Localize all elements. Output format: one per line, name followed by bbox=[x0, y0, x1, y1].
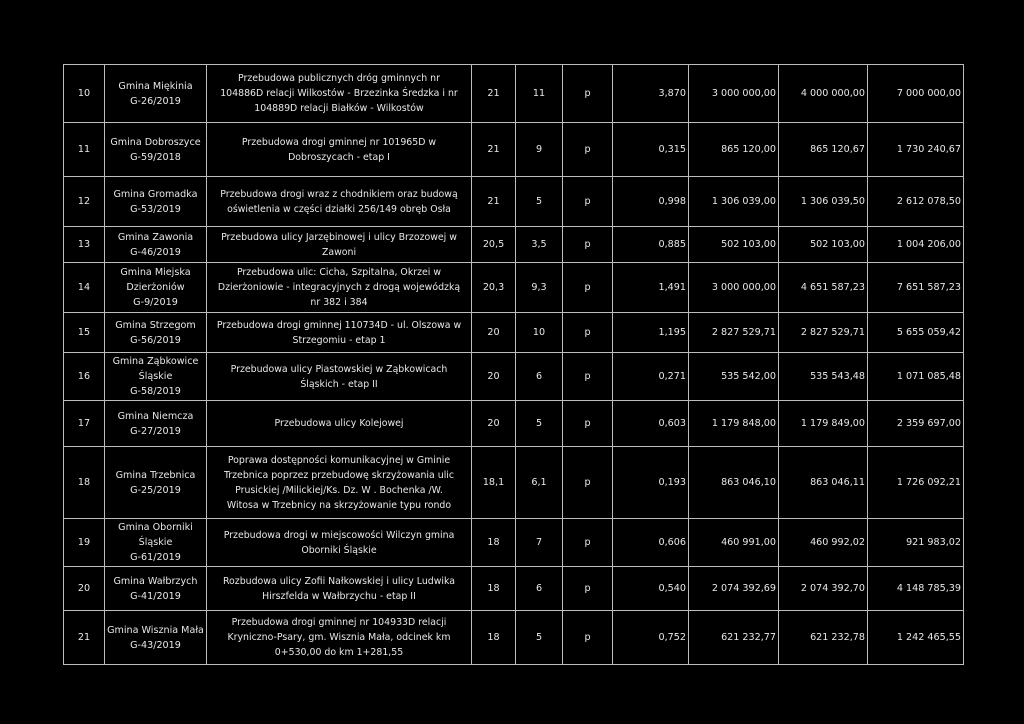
gmina-cell bbox=[105, 313, 207, 353]
description-cell bbox=[207, 353, 472, 401]
length-km-cell: 1,491 bbox=[613, 263, 689, 313]
own-contribution-cell: 865 120,67 bbox=[779, 123, 868, 177]
table-row bbox=[64, 123, 964, 177]
funding-cell: 865 120,00 bbox=[689, 123, 779, 177]
description-cell-line: Przebudowa drogi gminnej nr 101965D w bbox=[241, 136, 437, 148]
funding-cell: 502 103,00 bbox=[689, 227, 779, 263]
description-cell-line: Przebudowa drogi gminnej 110734D - ul. Olszowa w bbox=[216, 319, 462, 331]
gmina-cell-line: G-26/2019 bbox=[130, 95, 181, 107]
total-value-cell: 1 004 206,00 bbox=[868, 227, 964, 263]
own-contribution-cell: 502 103,00 bbox=[779, 227, 868, 263]
description-cell-line: Dobroszycach - etap I bbox=[288, 151, 390, 163]
type-cell: p bbox=[563, 447, 613, 519]
row-number-cell: 21 bbox=[64, 611, 105, 665]
score-2-cell: 7 bbox=[516, 519, 563, 567]
gmina-cell bbox=[105, 65, 207, 123]
own-contribution-cell: 460 992,02 bbox=[779, 519, 868, 567]
type-cell: p bbox=[563, 567, 613, 611]
length-km-cell: 0,606 bbox=[613, 519, 689, 567]
description-cell-line: Hirszfelda w Wałbrzychu - etap II bbox=[262, 590, 416, 602]
type-cell: p bbox=[563, 401, 613, 447]
gmina-cell-line: G-25/2019 bbox=[130, 484, 181, 496]
type-cell: p bbox=[563, 263, 613, 313]
own-contribution-cell: 621 232,78 bbox=[779, 611, 868, 665]
gmina-cell-line: Gmina Wisznia Mała bbox=[107, 624, 204, 636]
type-cell: p bbox=[563, 353, 613, 401]
type-cell: p bbox=[563, 519, 613, 567]
funding-cell: 1 179 848,00 bbox=[689, 401, 779, 447]
gmina-cell-line: G-9/2019 bbox=[133, 297, 178, 308]
description-cell-line: Przebudowa publicznych dróg gminnych nr bbox=[238, 73, 440, 84]
funding-cell: 3 000 000,00 bbox=[689, 65, 779, 123]
gmina-cell-line: G-56/2019 bbox=[130, 334, 181, 346]
score-2-cell: 9,3 bbox=[516, 263, 563, 313]
score-1-cell: 20 bbox=[472, 401, 516, 447]
description-cell-line: Rozbudowa ulicy Zofii Nałkowskiej i ulicy Ludwika bbox=[222, 575, 456, 587]
score-2-cell: 5 bbox=[516, 401, 563, 447]
projects-table bbox=[63, 64, 964, 665]
row-number-cell: 15 bbox=[64, 313, 105, 353]
own-contribution-cell: 863 046,11 bbox=[779, 447, 868, 519]
length-km-cell: 0,752 bbox=[613, 611, 689, 665]
gmina-cell-line: G-43/2019 bbox=[130, 639, 181, 651]
row-number-cell: 16 bbox=[64, 353, 105, 401]
score-2-cell: 9 bbox=[516, 123, 563, 177]
total-value-cell: 4 148 785,39 bbox=[868, 567, 964, 611]
gmina-cell-line: G-27/2019 bbox=[130, 425, 181, 437]
score-2-cell: 5 bbox=[516, 611, 563, 665]
description-cell-line: Trzebnica poprzez przebudowę skrzyżowania ulic bbox=[223, 469, 455, 481]
type-cell: p bbox=[563, 123, 613, 177]
table-body bbox=[64, 65, 964, 665]
gmina-cell-line: Gmina Zawonia bbox=[117, 231, 194, 243]
length-km-cell: 0,193 bbox=[613, 447, 689, 519]
score-2-cell: 11 bbox=[516, 65, 563, 123]
funding-cell: 863 046,10 bbox=[689, 447, 779, 519]
type-cell: p bbox=[563, 177, 613, 227]
table-row bbox=[64, 263, 964, 313]
total-value-cell: 7 651 587,23 bbox=[868, 263, 964, 313]
score-1-cell: 20 bbox=[472, 313, 516, 353]
gmina-cell bbox=[105, 263, 207, 313]
funding-cell: 2 074 392,69 bbox=[689, 567, 779, 611]
type-cell: p bbox=[563, 227, 613, 263]
description-cell-line: 0+530,00 do km 1+281,55 bbox=[274, 647, 404, 658]
description-cell-line: 104886D relacji Wilkostów - Brzezinka Średzka i nr bbox=[220, 88, 458, 99]
row-number-cell: 17 bbox=[64, 401, 105, 447]
gmina-cell-line: G-58/2019 bbox=[130, 386, 181, 397]
length-km-cell: 1,195 bbox=[613, 313, 689, 353]
funding-cell: 2 827 529,71 bbox=[689, 313, 779, 353]
description-cell bbox=[207, 611, 472, 665]
length-km-cell: 0,885 bbox=[613, 227, 689, 263]
description-cell-line: oświetlenia w części działki 256/149 obręb Osła bbox=[227, 203, 451, 215]
gmina-cell-line: G-59/2018 bbox=[130, 151, 181, 163]
gmina-cell-line: Gmina Dobroszyce bbox=[110, 136, 201, 148]
total-value-cell: 1 730 240,67 bbox=[868, 123, 964, 177]
own-contribution-cell: 2 827 529,71 bbox=[779, 313, 868, 353]
gmina-cell-line: Gmina Miejska bbox=[120, 267, 191, 278]
score-1-cell: 21 bbox=[472, 177, 516, 227]
row-number-cell: 19 bbox=[64, 519, 105, 567]
description-cell-line: Przebudowa ulicy Jarzębinowej i ulicy Brzozowej w bbox=[221, 231, 457, 243]
table-row bbox=[64, 313, 964, 353]
table-row bbox=[64, 227, 964, 263]
total-value-cell: 1 242 465,55 bbox=[868, 611, 964, 665]
description-cell-line: Oborniki Śląskie bbox=[301, 544, 377, 556]
score-2-cell: 6,1 bbox=[516, 447, 563, 519]
table-row bbox=[64, 177, 964, 227]
description-cell-line: Zawoni bbox=[321, 246, 357, 258]
table-row bbox=[64, 353, 964, 401]
gmina-cell bbox=[105, 353, 207, 401]
gmina-cell-line: G-41/2019 bbox=[130, 590, 181, 602]
row-number-cell: 11 bbox=[64, 123, 105, 177]
gmina-cell-line: Gmina Strzegom bbox=[115, 319, 196, 331]
length-km-cell: 3,870 bbox=[613, 65, 689, 123]
score-2-cell: 3,5 bbox=[516, 227, 563, 263]
description-cell bbox=[207, 123, 472, 177]
gmina-cell-line: G-46/2019 bbox=[130, 246, 181, 258]
total-value-cell: 921 983,02 bbox=[868, 519, 964, 567]
gmina-cell-line: G-53/2019 bbox=[130, 203, 181, 215]
score-1-cell: 20,5 bbox=[472, 227, 516, 263]
total-value-cell: 5 655 059,42 bbox=[868, 313, 964, 353]
own-contribution-cell: 1 179 849,00 bbox=[779, 401, 868, 447]
score-1-cell: 20,3 bbox=[472, 263, 516, 313]
score-1-cell: 21 bbox=[472, 123, 516, 177]
length-km-cell: 0,998 bbox=[613, 177, 689, 227]
funding-cell: 1 306 039,00 bbox=[689, 177, 779, 227]
description-cell bbox=[207, 227, 472, 263]
table-row bbox=[64, 401, 964, 447]
funding-cell: 535 542,00 bbox=[689, 353, 779, 401]
funding-cell: 621 232,77 bbox=[689, 611, 779, 665]
description-cell-line: nr 382 i 384 bbox=[310, 297, 368, 308]
description-cell bbox=[207, 263, 472, 313]
score-1-cell: 18 bbox=[472, 567, 516, 611]
description-cell-line: Przebudowa drogi w miejscowości Wilczyn gmina bbox=[223, 529, 455, 541]
table-row bbox=[64, 519, 964, 567]
description-cell-line: Witosa w Trzebnicy na skrzyżowanie typu rondo bbox=[226, 499, 452, 511]
gmina-cell-line: Dzierżoniów bbox=[126, 282, 185, 293]
gmina-cell-line: G-61/2019 bbox=[130, 552, 181, 563]
row-number-cell: 13 bbox=[64, 227, 105, 263]
gmina-cell-line: Gmina Trzebnica bbox=[115, 469, 196, 481]
length-km-cell: 0,315 bbox=[613, 123, 689, 177]
gmina-cell-line: Gmina Oborniki Śląskie bbox=[118, 522, 193, 548]
gmina-cell-line: Gmina Ząbkowice bbox=[112, 356, 199, 367]
table-row bbox=[64, 611, 964, 665]
gmina-cell bbox=[105, 447, 207, 519]
description-cell-line: Przebudowa ulicy Piastowskiej w Ząbkowicach bbox=[230, 363, 448, 375]
description-cell-line: Kryniczno-Psary, gm. Wisznia Mała, odcinek km bbox=[227, 632, 451, 643]
gmina-cell bbox=[105, 123, 207, 177]
total-value-cell: 2 612 078,50 bbox=[868, 177, 964, 227]
length-km-cell: 0,271 bbox=[613, 353, 689, 401]
gmina-cell bbox=[105, 611, 207, 665]
gmina-cell-line: Gmina Gromadka bbox=[113, 188, 198, 200]
table-row bbox=[64, 567, 964, 611]
description-cell-line: 104889D relacji Białków - Wilkostów bbox=[254, 103, 424, 114]
description-cell bbox=[207, 519, 472, 567]
description-cell bbox=[207, 177, 472, 227]
row-number-cell: 14 bbox=[64, 263, 105, 313]
row-number-cell: 10 bbox=[64, 65, 105, 123]
type-cell: p bbox=[563, 313, 613, 353]
description-cell-line: Strzegomiu - etap 1 bbox=[292, 334, 386, 346]
own-contribution-cell: 535 543,48 bbox=[779, 353, 868, 401]
gmina-cell bbox=[105, 227, 207, 263]
description-cell-line: Prusickiej /Milickiej/Ks. Dz. W . Bochenka /W. bbox=[235, 484, 443, 496]
gmina-cell bbox=[105, 567, 207, 611]
gmina-cell-line: Gmina Wałbrzych bbox=[113, 575, 198, 587]
description-cell-line: Przebudowa drogi wraz z chodnikiem oraz budową bbox=[220, 188, 458, 200]
description-cell bbox=[207, 447, 472, 519]
description-cell-line: Poprawa dostępności komunikacyjnej w Gminie bbox=[227, 454, 451, 466]
description-cell-line: Przebudowa ulic: Cicha, Szpitalna, Okrzei w bbox=[236, 267, 442, 278]
score-1-cell: 18 bbox=[472, 519, 516, 567]
description-cell bbox=[207, 401, 472, 447]
gmina-cell bbox=[105, 401, 207, 447]
score-1-cell: 18,1 bbox=[472, 447, 516, 519]
type-cell: p bbox=[563, 611, 613, 665]
gmina-cell bbox=[105, 177, 207, 227]
gmina-cell-line: Gmina Niemcza bbox=[117, 410, 194, 422]
row-number-cell: 20 bbox=[64, 567, 105, 611]
gmina-cell-line: Gmina Miękinia bbox=[118, 80, 193, 92]
total-value-cell: 1 726 092,21 bbox=[868, 447, 964, 519]
gmina-cell-line: Śląskie bbox=[138, 371, 173, 382]
description-cell-line: Przebudowa drogi gminnej nr 104933D relacji bbox=[231, 617, 447, 628]
funding-cell: 460 991,00 bbox=[689, 519, 779, 567]
funding-cell: 3 000 000,00 bbox=[689, 263, 779, 313]
score-1-cell: 20 bbox=[472, 353, 516, 401]
own-contribution-cell: 1 306 039,50 bbox=[779, 177, 868, 227]
row-number-cell: 18 bbox=[64, 447, 105, 519]
total-value-cell: 1 071 085,48 bbox=[868, 353, 964, 401]
score-2-cell: 10 bbox=[516, 313, 563, 353]
description-cell-line: Przebudowa ulicy Kolejowej bbox=[274, 418, 404, 429]
own-contribution-cell: 4 000 000,00 bbox=[779, 65, 868, 123]
score-2-cell: 6 bbox=[516, 353, 563, 401]
gmina-cell bbox=[105, 519, 207, 567]
description-cell-line: Dzierżoniowie - integracyjnych z drogą wojewódzką bbox=[217, 282, 461, 293]
score-1-cell: 18 bbox=[472, 611, 516, 665]
length-km-cell: 0,540 bbox=[613, 567, 689, 611]
score-2-cell: 6 bbox=[516, 567, 563, 611]
own-contribution-cell: 2 074 392,70 bbox=[779, 567, 868, 611]
total-value-cell: 2 359 697,00 bbox=[868, 401, 964, 447]
description-cell-line: Śląskich - etap II bbox=[300, 378, 378, 390]
row-number-cell: 12 bbox=[64, 177, 105, 227]
own-contribution-cell: 4 651 587,23 bbox=[779, 263, 868, 313]
type-cell: p bbox=[563, 65, 613, 123]
description-cell bbox=[207, 567, 472, 611]
score-1-cell: 21 bbox=[472, 65, 516, 123]
total-value-cell: 7 000 000,00 bbox=[868, 65, 964, 123]
table-row bbox=[64, 65, 964, 123]
score-2-cell: 5 bbox=[516, 177, 563, 227]
length-km-cell: 0,603 bbox=[613, 401, 689, 447]
description-cell bbox=[207, 65, 472, 123]
description-cell bbox=[207, 313, 472, 353]
table-row bbox=[64, 447, 964, 519]
